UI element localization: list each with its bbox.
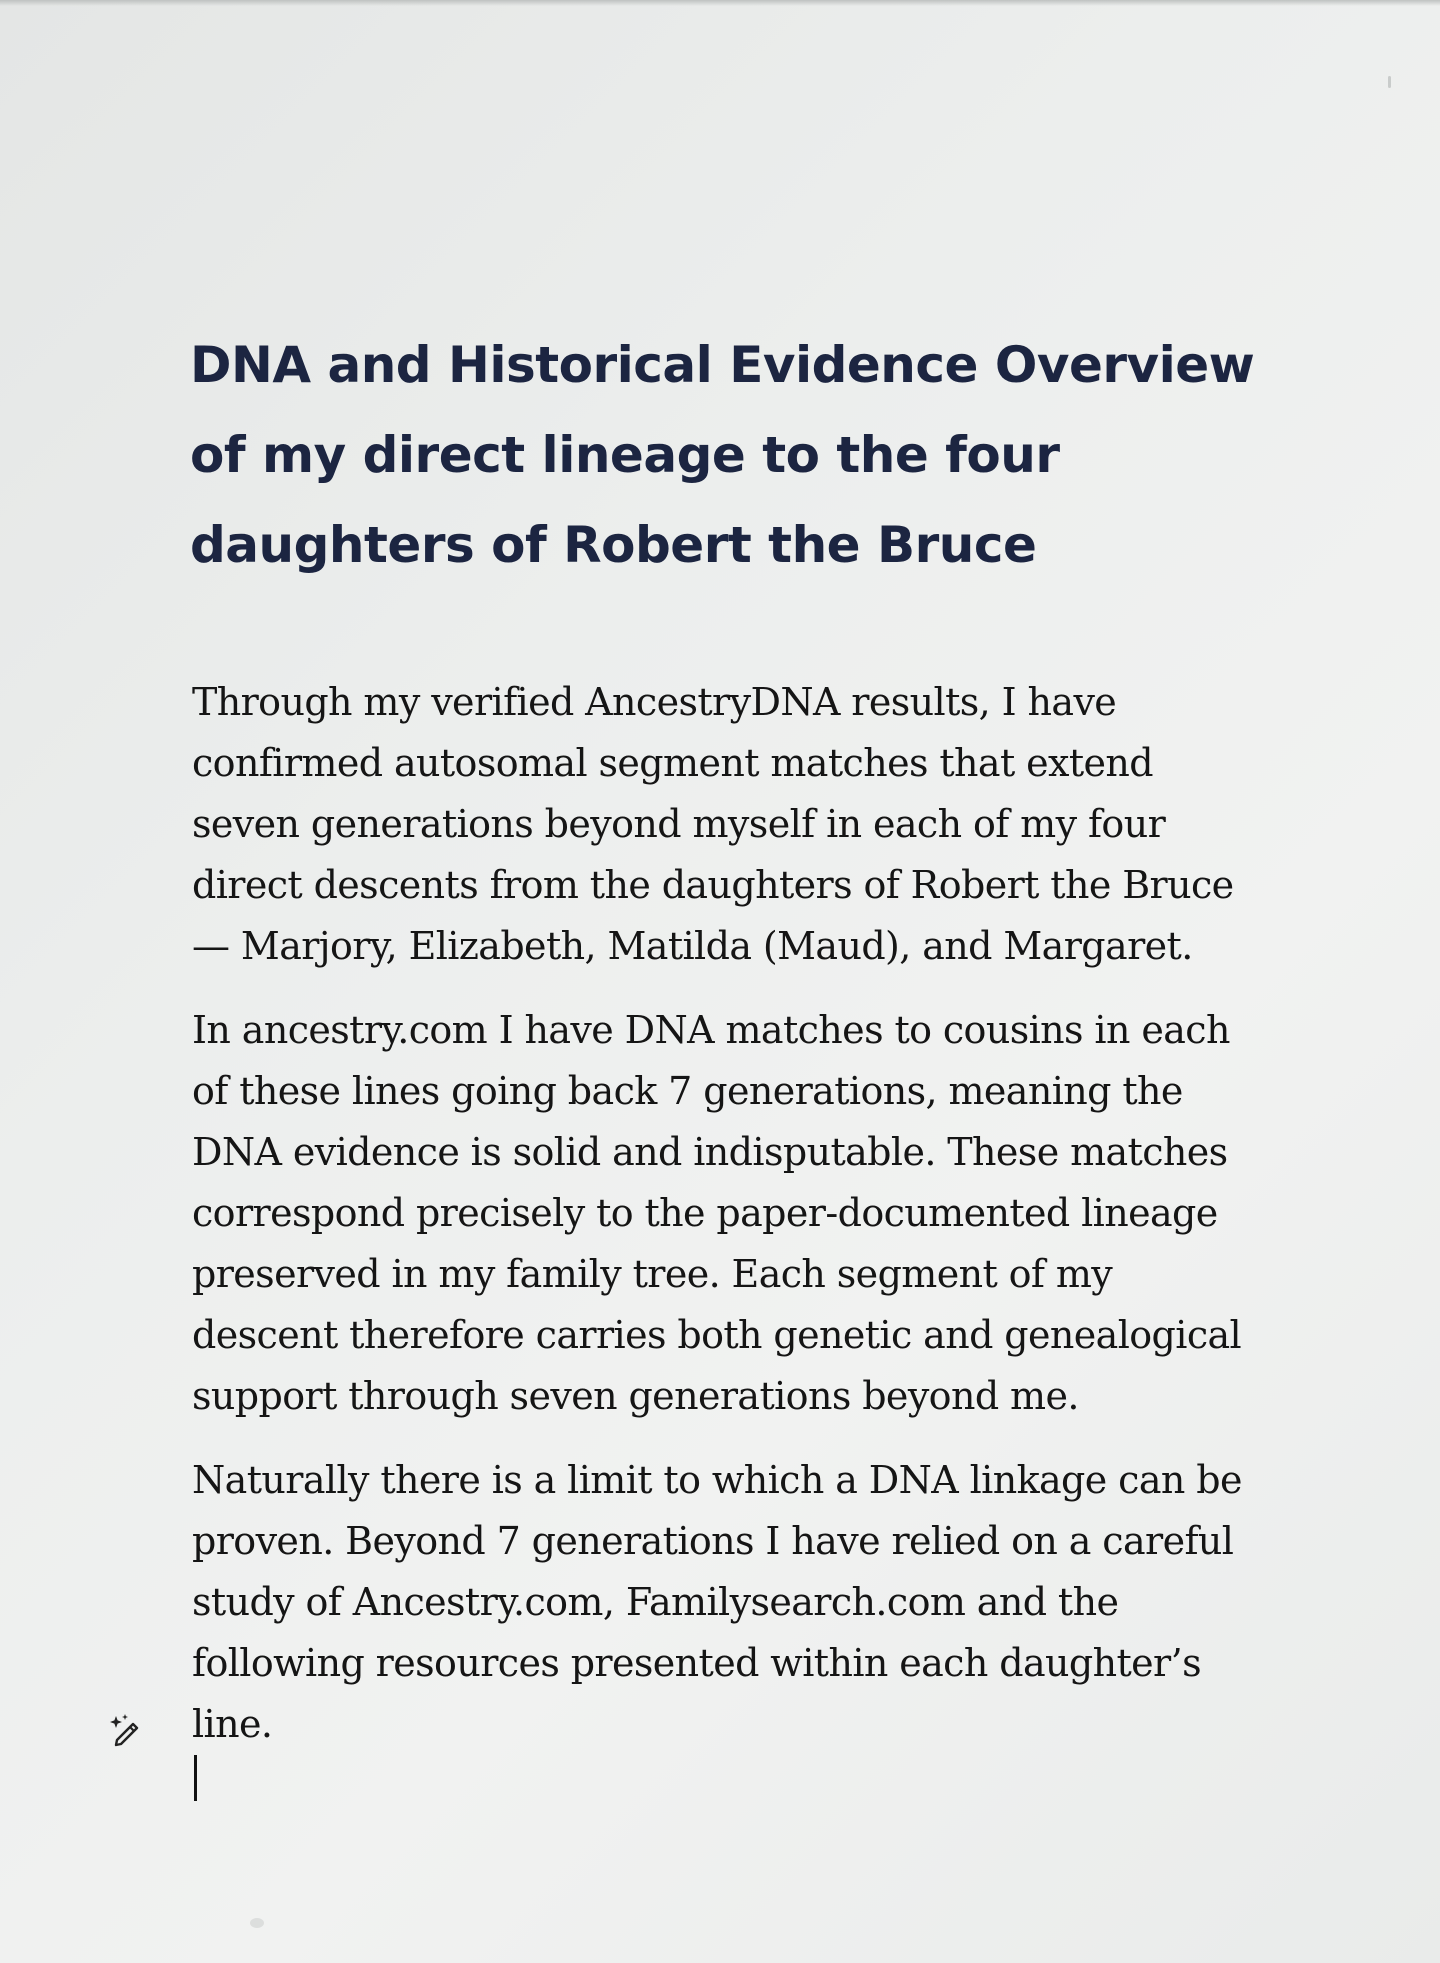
text-line: DNA evidence is solid and indisputable. These matches: [192, 1130, 1228, 1174]
ai-rewrite-pen-icon-svg: [108, 1710, 148, 1750]
document-title: [190, 320, 1290, 590]
text-line: seven generations beyond myself in each of my four: [192, 802, 1166, 846]
text-line: of these lines going back 7 generations, meaning the: [192, 1069, 1183, 1113]
ai-rewrite-pen-icon[interactable]: [108, 1710, 148, 1750]
text-line: — Marjory, Elizabeth, Matilda (Maud), and Margaret.: [192, 924, 1193, 968]
text-line: following resources presented within each daughter’s: [192, 1641, 1201, 1685]
text-line: direct descents from the daughters of Robert the Bruce: [192, 863, 1234, 907]
text-line: proven. Beyond 7 generations I have relied on a careful: [192, 1519, 1234, 1563]
text-line: support through seven generations beyond me.: [192, 1374, 1079, 1418]
text-cursor: [194, 1755, 197, 1801]
text-line: preserved in my family tree. Each segment of my: [192, 1252, 1113, 1296]
text-line: correspond precisely to the paper-documented lineage: [192, 1191, 1218, 1235]
screen-speck: [1388, 76, 1391, 88]
title-line: DNA and Historical Evidence Overview: [190, 336, 1255, 394]
title-line: daughters of Robert the Bruce: [190, 516, 1037, 574]
screen-top-edge: [0, 0, 1440, 6]
title-line: of my direct lineage to the four: [190, 426, 1060, 484]
text-line: line.: [192, 1702, 273, 1746]
paragraph-dna-results[interactable]: [192, 672, 1332, 977]
text-line: descent therefore carries both genetic and genealogical: [192, 1313, 1242, 1357]
text-line: Through my verified AncestryDNA results, I have: [192, 680, 1117, 724]
text-line: study of Ancestry.com, Familysearch.com and the: [192, 1580, 1119, 1624]
screen-speck: [250, 1918, 264, 1928]
text-line: In ancestry.com I have DNA matches to cousins in each: [192, 1008, 1230, 1052]
last-line-wrapper: [192, 1694, 1332, 1801]
paragraph-limits[interactable]: [192, 1450, 1332, 1801]
paragraph-ancestry-matches[interactable]: [192, 1000, 1332, 1427]
text-line: confirmed autosomal segment matches that extend: [192, 741, 1153, 785]
text-line: Naturally there is a limit to which a DNA linkage can be: [192, 1458, 1242, 1502]
